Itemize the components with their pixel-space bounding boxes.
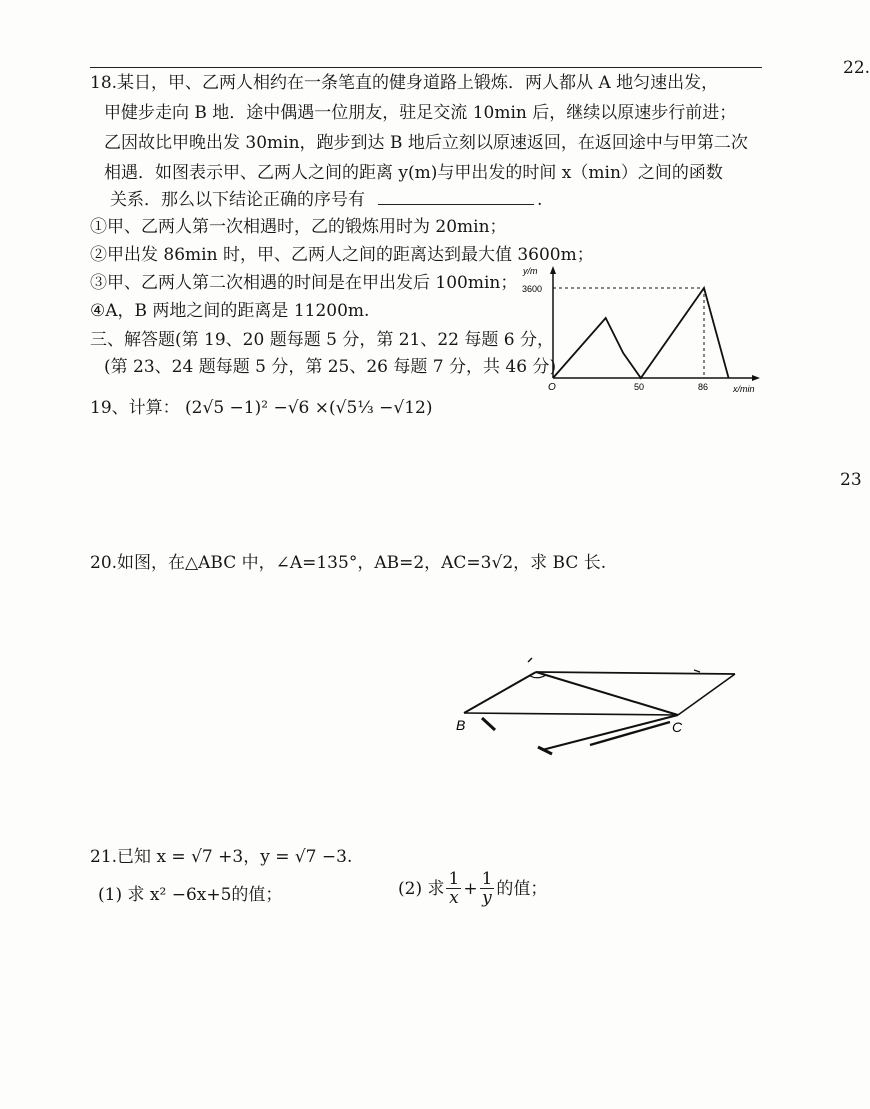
y-axis-label: y/m xyxy=(523,266,538,276)
fraction-1-over-x xyxy=(446,870,461,907)
q18-line-4: 相遇．如图表示甲、乙两人之间的距离 y(m)与甲出发的时间 x（min）之间的函数 xyxy=(104,163,723,183)
origin-label: O xyxy=(548,382,556,393)
vertex-C-label: C xyxy=(672,719,683,735)
distance-time-graph xyxy=(520,262,770,397)
x-axis-label: x/min xyxy=(733,384,755,394)
q21-part-2 xyxy=(398,870,547,907)
x-tick-86: 86 xyxy=(698,382,709,392)
q21-part-2-suffix: 的值； xyxy=(496,878,548,899)
segment-BA xyxy=(464,672,536,713)
segment-AC xyxy=(536,672,678,715)
extended-line-right xyxy=(678,674,735,715)
question-21: 21.已知 x = √7 +3，y = √7 −3. xyxy=(90,847,353,867)
x-axis-arrow xyxy=(752,375,760,381)
q18-blank-end: . xyxy=(537,190,543,210)
fraction-2-numerator: 1 xyxy=(481,869,493,889)
margin-question-number-22: 22. xyxy=(843,58,870,78)
plus-sign: + xyxy=(463,878,478,899)
segment-BC xyxy=(464,713,678,715)
answer-blank[interactable] xyxy=(378,204,534,205)
pen-stroke-3 xyxy=(482,718,495,730)
q18-line-5: 关系．那么以下结论正确的序号有 xyxy=(110,190,365,210)
extended-line-top xyxy=(536,672,735,674)
q18-option-2: ②甲出发 86min 时，甲、乙两人之间的距离达到最大值 3600m； xyxy=(90,245,594,265)
y-axis-arrow xyxy=(550,266,556,274)
q21-part-2-prefix: (2) 求 xyxy=(398,878,445,899)
q19-expression: (2√5 −1)² −√6 ×(√5⅓ −√12) xyxy=(185,398,433,418)
q18-option-4: ④A，B 两地之间的距离是 11200m. xyxy=(90,301,370,321)
fraction-2-denominator: y xyxy=(482,888,492,908)
q18-option-3: ③甲、乙两人第二次相遇的时间是在甲出发后 100min； xyxy=(90,273,518,293)
fraction-1-over-y xyxy=(480,870,495,907)
q18-line-2: 甲健步走向 B 地．途中偶遇一位朋友，驻足交流 10min 后，继续以原速步行前进； xyxy=(104,103,737,123)
extension-from-C xyxy=(542,715,678,750)
y-tick-3600: 3600 xyxy=(522,284,543,294)
angle-mark-A xyxy=(530,675,546,678)
distance-series-line xyxy=(553,288,729,378)
pen-mark-top xyxy=(528,658,532,662)
margin-question-number-23: 23 xyxy=(840,470,862,490)
pen-stroke-1 xyxy=(590,722,670,745)
q18-line-1: 18.某日，甲、乙两人相约在一条笔直的健身道路上锻炼．两人都从 A 地匀速出发， xyxy=(90,73,719,93)
triangle-figure xyxy=(450,650,750,765)
fraction-1-denominator: x xyxy=(449,888,459,908)
q21-part-1: (1) 求 x² −6x+5的值； xyxy=(98,885,283,905)
vertex-B-label: B xyxy=(456,717,466,733)
section-3-line-2: (第 23、24 题每题 5 分，第 25、26 每题 7 分，共 46 分) xyxy=(104,357,557,377)
q18-option-1: ①甲、乙两人第一次相遇时，乙的锻炼用时为 20min； xyxy=(90,217,507,237)
question-19 xyxy=(90,393,433,423)
pen-mark-right xyxy=(694,670,700,672)
x-tick-50: 50 xyxy=(634,382,645,392)
question-20: 20.如图，在△ABC 中，∠A=135°，AB=2，AC=3√2，求 BC 长. xyxy=(90,553,607,573)
fraction-1-numerator: 1 xyxy=(448,869,460,889)
q19-label: 19、计算： xyxy=(90,398,180,418)
q18-line-3: 乙因故比甲晚出发 30min，跑步到达 B 地后立刻以原速返回，在返回途中与甲第二次 xyxy=(104,133,748,153)
section-3-line-1: 三、解答题(第 19、20 题每题 5 分，第 21、22 每题 6 分， xyxy=(90,330,555,350)
